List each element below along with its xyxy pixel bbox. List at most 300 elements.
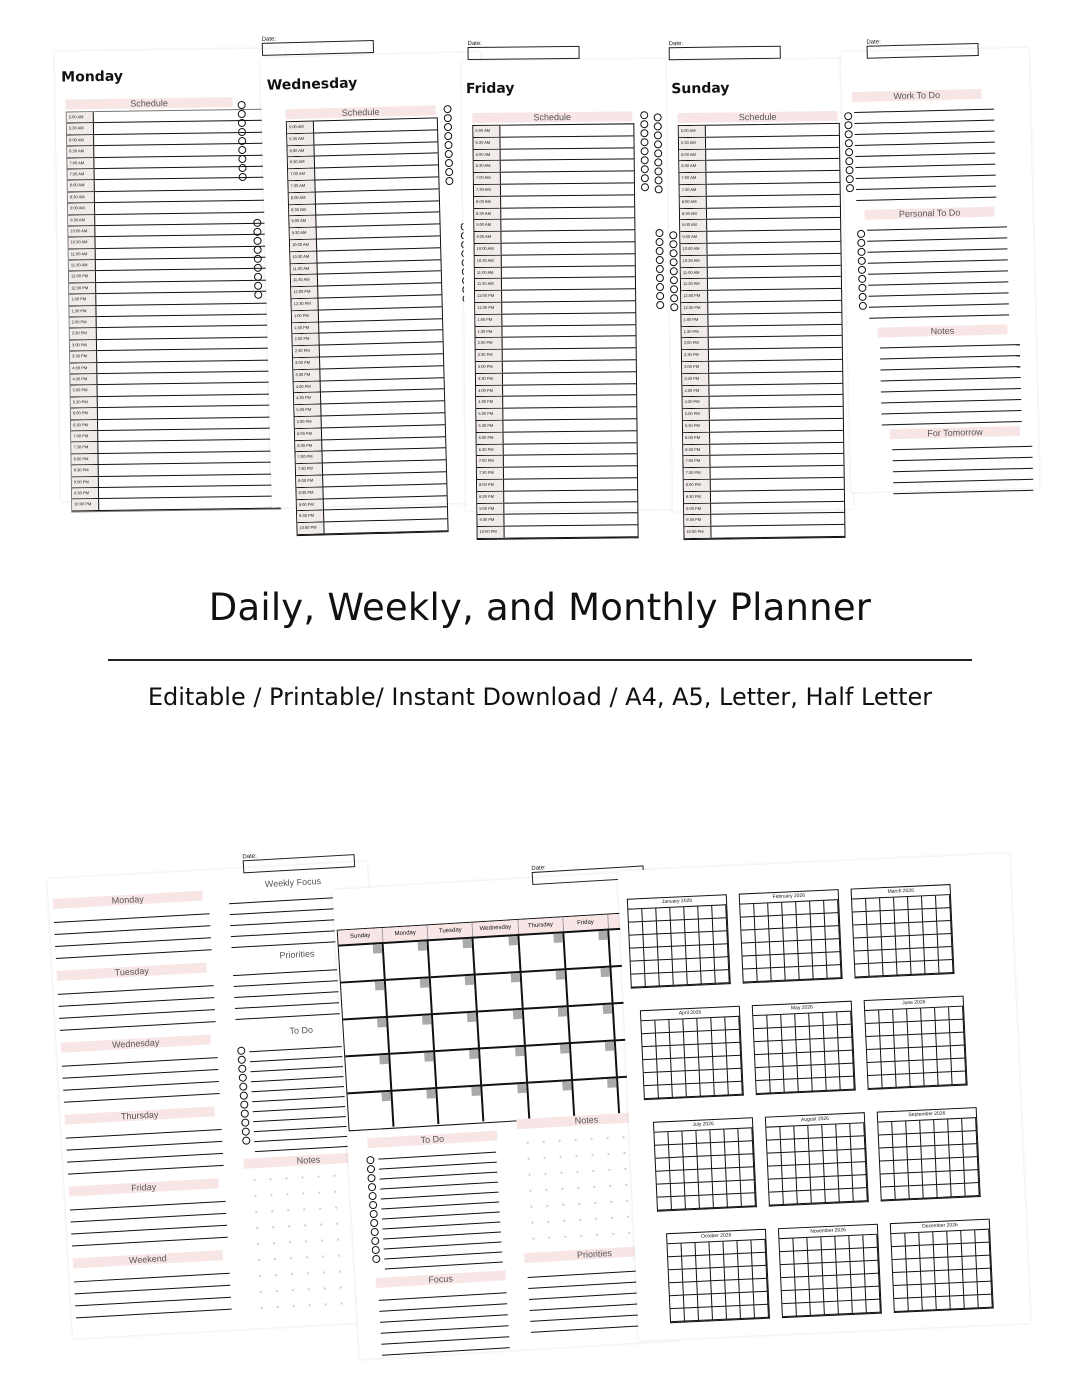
mini-day-cell[interactable] xyxy=(709,1242,724,1256)
mini-day-cell[interactable] xyxy=(894,1022,909,1036)
mini-day-cell[interactable] xyxy=(881,1187,896,1201)
mini-day-cell[interactable] xyxy=(809,1138,824,1152)
mini-day-cell[interactable] xyxy=(671,1058,686,1072)
mini-day-cell[interactable] xyxy=(867,1049,882,1063)
mini-day-cell[interactable] xyxy=(809,1276,824,1290)
mini-day-cell[interactable] xyxy=(669,1144,684,1158)
mini-day-cell[interactable] xyxy=(935,1132,950,1146)
mini-day-cell[interactable] xyxy=(686,1071,701,1085)
mini-day-cell[interactable] xyxy=(684,1295,699,1309)
mini-day-cell[interactable] xyxy=(868,937,883,951)
mini-day-cell[interactable] xyxy=(976,1243,991,1257)
mini-day-cell[interactable] xyxy=(934,1119,949,1133)
mini-day-cell[interactable] xyxy=(975,1230,990,1244)
mini-day-cell[interactable] xyxy=(907,1009,922,1023)
mini-day-cell[interactable] xyxy=(782,1027,797,1041)
mini-day-cell[interactable] xyxy=(978,1282,993,1296)
mini-day-cell[interactable] xyxy=(909,922,924,936)
mini-day-cell[interactable] xyxy=(809,1263,824,1277)
mini-day-cell[interactable] xyxy=(767,1015,782,1029)
mini-day-cell[interactable] xyxy=(924,935,939,949)
checkbox-circle[interactable] xyxy=(444,123,452,131)
mini-day-cell[interactable] xyxy=(670,1157,685,1171)
checkbox-circle[interactable] xyxy=(242,1136,250,1144)
mini-day-cell[interactable] xyxy=(656,908,671,922)
mini-day-cell[interactable] xyxy=(713,1181,728,1195)
mini-day-cell[interactable] xyxy=(697,1281,712,1295)
mini-day-cell[interactable] xyxy=(851,1274,866,1288)
checkbox-circle[interactable] xyxy=(241,1109,249,1117)
mini-day-cell[interactable] xyxy=(809,1151,824,1165)
mini-day-cell[interactable] xyxy=(657,921,672,935)
mini-day-cell[interactable] xyxy=(893,1272,908,1286)
mini-day-cell[interactable] xyxy=(628,909,643,923)
mini-day-cell[interactable] xyxy=(756,942,771,956)
mini-day-cell[interactable] xyxy=(712,1307,727,1321)
checkbox-circle[interactable] xyxy=(238,101,246,109)
mini-day-cell[interactable] xyxy=(827,965,842,979)
mini-day-cell[interactable] xyxy=(836,1249,851,1263)
mini-day-cell[interactable] xyxy=(696,1130,711,1144)
mini-day-cell[interactable] xyxy=(822,1250,837,1264)
mini-day-cell[interactable] xyxy=(909,1186,924,1200)
checkbox-circle[interactable] xyxy=(369,1210,377,1218)
mini-day-cell[interactable] xyxy=(699,1195,714,1209)
mini-day-cell[interactable] xyxy=(755,916,770,930)
mini-day-cell[interactable] xyxy=(726,1155,741,1169)
mini-day-cell[interactable] xyxy=(697,1143,712,1157)
mini-day-cell[interactable] xyxy=(923,1172,938,1186)
calendar-day-cell[interactable] xyxy=(429,937,476,977)
checkbox-circle[interactable] xyxy=(445,150,453,158)
mini-day-cell[interactable] xyxy=(768,903,783,917)
mini-day-cell[interactable] xyxy=(838,1038,853,1052)
write-line[interactable] xyxy=(893,480,1033,494)
mini-day-cell[interactable] xyxy=(811,927,826,941)
calendar-day-cell[interactable] xyxy=(339,942,386,982)
checkbox-circle[interactable] xyxy=(670,303,678,311)
schedule-row[interactable] xyxy=(72,497,280,511)
mini-day-cell[interactable] xyxy=(813,966,828,980)
mini-day-cell[interactable] xyxy=(882,1075,897,1089)
mini-day-cell[interactable] xyxy=(851,1261,866,1275)
checkbox-circle[interactable] xyxy=(669,240,677,248)
mini-day-cell[interactable] xyxy=(795,1014,810,1028)
mini-day-cell[interactable] xyxy=(683,1144,698,1158)
mini-day-cell[interactable] xyxy=(824,900,839,914)
mini-day-cell[interactable] xyxy=(908,896,923,910)
mini-day-cell[interactable] xyxy=(838,1301,853,1315)
mini-day-cell[interactable] xyxy=(785,967,800,981)
checkbox-circle[interactable] xyxy=(656,283,664,291)
mini-day-cell[interactable] xyxy=(808,1250,823,1264)
checkbox-circle[interactable] xyxy=(858,275,866,283)
checkbox-circle[interactable] xyxy=(845,139,853,147)
mini-day-cell[interactable] xyxy=(905,1233,920,1247)
mini-day-cell[interactable] xyxy=(740,1154,755,1168)
mini-day-cell[interactable] xyxy=(780,1126,795,1140)
mini-day-cell[interactable] xyxy=(923,1060,938,1074)
mini-day-cell[interactable] xyxy=(936,895,951,909)
mini-day-cell[interactable] xyxy=(670,1170,685,1184)
mini-day-cell[interactable] xyxy=(668,1257,683,1271)
mini-day-cell[interactable] xyxy=(937,921,952,935)
mini-day-cell[interactable] xyxy=(807,1237,822,1251)
mini-day-cell[interactable] xyxy=(781,1014,796,1028)
mini-day-cell[interactable] xyxy=(698,1169,713,1183)
mini-day-cell[interactable] xyxy=(741,930,756,944)
date-field[interactable] xyxy=(467,40,580,60)
mini-day-cell[interactable] xyxy=(824,1163,839,1177)
mini-day-cell[interactable] xyxy=(795,1264,810,1278)
mini-day-cell[interactable] xyxy=(810,1164,825,1178)
checkbox-circle[interactable] xyxy=(238,1064,246,1072)
mini-day-cell[interactable] xyxy=(714,1069,729,1083)
checkbox-circle[interactable] xyxy=(254,282,262,290)
checkbox-circle[interactable] xyxy=(669,231,677,239)
mini-day-cell[interactable] xyxy=(782,1165,797,1179)
mini-day-cell[interactable] xyxy=(938,947,953,961)
mini-day-cell[interactable] xyxy=(866,1036,881,1050)
checkbox-circle[interactable] xyxy=(367,1174,375,1182)
calendar-day-cell[interactable] xyxy=(343,1016,390,1056)
mini-day-cell[interactable] xyxy=(950,1283,965,1297)
mini-day-cell[interactable] xyxy=(893,1134,908,1148)
mini-day-cell[interactable] xyxy=(891,1233,906,1247)
mini-day-cell[interactable] xyxy=(655,1020,670,1034)
mini-day-cell[interactable] xyxy=(849,1235,864,1249)
checkbox-circle[interactable] xyxy=(370,1219,378,1227)
checkbox-circle[interactable] xyxy=(241,1118,249,1126)
checkbox-circle[interactable] xyxy=(641,165,649,173)
mini-day-cell[interactable] xyxy=(880,898,895,912)
mini-day-cell[interactable] xyxy=(724,1129,739,1143)
mini-day-cell[interactable] xyxy=(711,1281,726,1295)
mini-day-cell[interactable] xyxy=(798,1079,813,1093)
mini-day-cell[interactable] xyxy=(920,1245,935,1259)
mini-day-cell[interactable] xyxy=(700,1083,715,1097)
mini-day-cell[interactable] xyxy=(922,1297,937,1311)
mini-day-cell[interactable] xyxy=(668,1131,683,1145)
mini-day-cell[interactable] xyxy=(683,1282,698,1296)
mini-day-cell[interactable] xyxy=(669,1283,684,1297)
mini-day-cell[interactable] xyxy=(797,1191,812,1205)
mini-day-cell[interactable] xyxy=(756,1080,771,1094)
mini-day-cell[interactable] xyxy=(669,1270,684,1284)
mini-day-cell[interactable] xyxy=(895,1048,910,1062)
mini-day-cell[interactable] xyxy=(782,1303,797,1317)
calendar-day-cell[interactable] xyxy=(478,1008,525,1048)
calendar-day-cell[interactable] xyxy=(347,1090,394,1130)
mini-day-cell[interactable] xyxy=(644,1073,659,1087)
mini-day-cell[interactable] xyxy=(643,921,658,935)
checkbox-circle[interactable] xyxy=(654,122,662,130)
mini-day-cell[interactable] xyxy=(866,1023,881,1037)
calendar-day-cell[interactable] xyxy=(528,1079,575,1119)
mini-day-cell[interactable] xyxy=(868,950,883,964)
mini-day-cell[interactable] xyxy=(937,1059,952,1073)
mini-day-cell[interactable] xyxy=(811,1177,826,1191)
mini-day-cell[interactable] xyxy=(852,899,867,913)
checkbox-circle[interactable] xyxy=(239,173,247,181)
mini-day-cell[interactable] xyxy=(713,931,728,945)
mini-day-cell[interactable] xyxy=(863,1235,878,1249)
mini-day-cell[interactable] xyxy=(642,1034,657,1048)
mini-day-cell[interactable] xyxy=(950,1020,965,1034)
mini-day-cell[interactable] xyxy=(657,1197,672,1211)
mini-day-cell[interactable] xyxy=(740,904,755,918)
mini-day-cell[interactable] xyxy=(783,1053,798,1067)
checkbox-circle[interactable] xyxy=(846,175,854,183)
mini-day-cell[interactable] xyxy=(933,1232,948,1246)
mini-day-cell[interactable] xyxy=(864,1261,879,1275)
mini-day-cell[interactable] xyxy=(837,1150,852,1164)
mini-day-cell[interactable] xyxy=(896,1074,911,1088)
mini-day-cell[interactable] xyxy=(881,924,896,938)
mini-day-cell[interactable] xyxy=(738,1128,753,1142)
mini-day-cell[interactable] xyxy=(642,908,657,922)
mini-day-cell[interactable] xyxy=(823,1012,838,1026)
calendar-day-cell[interactable] xyxy=(474,934,521,974)
mini-day-cell[interactable] xyxy=(766,1127,781,1141)
checkbox-circle[interactable] xyxy=(242,1127,250,1135)
mini-day-cell[interactable] xyxy=(671,1045,686,1059)
checkbox-circle[interactable] xyxy=(254,264,262,272)
mini-day-cell[interactable] xyxy=(687,971,702,985)
checkbox-circle[interactable] xyxy=(254,255,262,263)
mini-day-cell[interactable] xyxy=(839,1051,854,1065)
mini-day-cell[interactable] xyxy=(794,1126,809,1140)
checkbox-circle[interactable] xyxy=(845,157,853,165)
mini-day-cell[interactable] xyxy=(894,1160,909,1174)
mini-day-cell[interactable] xyxy=(770,1067,785,1081)
calendar-day-cell[interactable] xyxy=(570,1039,617,1079)
checkbox-circle[interactable] xyxy=(641,174,649,182)
mini-day-cell[interactable] xyxy=(922,1034,937,1048)
mini-day-cell[interactable] xyxy=(683,1269,698,1283)
mini-day-cell[interactable] xyxy=(710,1130,725,1144)
mini-day-cell[interactable] xyxy=(672,946,687,960)
mini-day-cell[interactable] xyxy=(726,1168,741,1182)
mini-day-cell[interactable] xyxy=(795,1277,810,1291)
mini-day-cell[interactable] xyxy=(909,1047,924,1061)
mini-day-cell[interactable] xyxy=(952,1072,967,1086)
write-line[interactable] xyxy=(856,187,996,201)
mini-day-cell[interactable] xyxy=(948,1257,963,1271)
mini-day-cell[interactable] xyxy=(768,1041,783,1055)
mini-day-cell[interactable] xyxy=(920,1258,935,1272)
mini-day-cell[interactable] xyxy=(698,1031,713,1045)
mini-day-cell[interactable] xyxy=(851,1136,866,1150)
checkbox-circle[interactable] xyxy=(369,1201,377,1209)
mini-day-cell[interactable] xyxy=(753,1266,768,1280)
checkbox-circle[interactable] xyxy=(655,229,663,237)
mini-day-cell[interactable] xyxy=(684,1170,699,1184)
mini-day-cell[interactable] xyxy=(631,961,646,975)
checkbox-circle[interactable] xyxy=(655,185,663,193)
mini-day-cell[interactable] xyxy=(711,1268,726,1282)
mini-day-cell[interactable] xyxy=(881,1049,896,1063)
mini-day-cell[interactable] xyxy=(895,923,910,937)
mini-day-cell[interactable] xyxy=(643,1060,658,1074)
mini-day-cell[interactable] xyxy=(866,898,881,912)
mini-day-cell[interactable] xyxy=(743,969,758,983)
checkbox-circle[interactable] xyxy=(857,248,865,256)
mini-day-cell[interactable] xyxy=(947,1231,962,1245)
mini-day-cell[interactable] xyxy=(937,1184,952,1198)
mini-day-cell[interactable] xyxy=(836,1124,851,1138)
mini-day-cell[interactable] xyxy=(854,951,869,965)
checkbox-circle[interactable] xyxy=(371,1237,379,1245)
mini-day-cell[interactable] xyxy=(866,1287,881,1301)
mini-day-cell[interactable] xyxy=(951,1059,966,1073)
mini-day-cell[interactable] xyxy=(949,1132,964,1146)
mini-day-cell[interactable] xyxy=(769,1192,784,1206)
checkbox-circle[interactable] xyxy=(656,274,664,282)
checkbox-circle[interactable] xyxy=(254,273,262,281)
mini-day-cell[interactable] xyxy=(881,911,896,925)
mini-day-cell[interactable] xyxy=(796,1040,811,1054)
mini-day-cell[interactable] xyxy=(697,1018,712,1032)
mini-day-cell[interactable] xyxy=(924,1073,939,1087)
checkbox-circle[interactable] xyxy=(368,1192,376,1200)
mini-day-cell[interactable] xyxy=(937,1046,952,1060)
mini-day-cell[interactable] xyxy=(793,1238,808,1252)
mini-day-cell[interactable] xyxy=(839,1189,854,1203)
mini-day-cell[interactable] xyxy=(853,912,868,926)
mini-day-cell[interactable] xyxy=(824,1038,839,1052)
checkbox-circle[interactable] xyxy=(654,167,662,175)
mini-day-cell[interactable] xyxy=(643,1047,658,1061)
mini-day-cell[interactable] xyxy=(880,1161,895,1175)
mini-day-cell[interactable] xyxy=(657,934,672,948)
checkbox-circle[interactable] xyxy=(237,1047,245,1055)
mini-day-cell[interactable] xyxy=(739,1141,754,1155)
mini-day-cell[interactable] xyxy=(978,1295,993,1309)
mini-day-cell[interactable] xyxy=(864,1248,879,1262)
mini-day-cell[interactable] xyxy=(783,928,798,942)
mini-day-cell[interactable] xyxy=(964,1282,979,1296)
mini-day-cell[interactable] xyxy=(809,1013,824,1027)
checkbox-circle[interactable] xyxy=(845,148,853,156)
calendar-day-cell[interactable] xyxy=(523,1005,570,1045)
mini-day-cell[interactable] xyxy=(771,968,786,982)
mini-day-cell[interactable] xyxy=(672,1071,687,1085)
mini-day-cell[interactable] xyxy=(740,1292,755,1306)
mini-day-cell[interactable] xyxy=(936,1033,951,1047)
mini-day-cell[interactable] xyxy=(727,1181,742,1195)
mini-day-cell[interactable] xyxy=(767,1140,782,1154)
mini-day-cell[interactable] xyxy=(810,1026,825,1040)
checkbox-circle[interactable] xyxy=(444,114,452,122)
mini-day-cell[interactable] xyxy=(826,939,841,953)
checkbox-circle[interactable] xyxy=(238,164,246,172)
mini-day-cell[interactable] xyxy=(838,1163,853,1177)
mini-day-cell[interactable] xyxy=(869,963,884,977)
mini-day-cell[interactable] xyxy=(811,914,826,928)
mini-day-cell[interactable] xyxy=(686,1084,701,1098)
checkbox-circle[interactable] xyxy=(670,276,678,284)
mini-day-cell[interactable] xyxy=(769,1179,784,1193)
schedule-row[interactable] xyxy=(297,519,447,535)
mini-day-cell[interactable] xyxy=(726,1293,741,1307)
mini-day-cell[interactable] xyxy=(951,1184,966,1198)
mini-day-cell[interactable] xyxy=(657,1046,672,1060)
mini-day-cell[interactable] xyxy=(977,1269,992,1283)
mini-day-cell[interactable] xyxy=(686,945,701,959)
checkbox-circle[interactable] xyxy=(640,111,648,119)
mini-day-cell[interactable] xyxy=(922,1284,937,1298)
mini-day-cell[interactable] xyxy=(726,1043,741,1057)
mini-day-cell[interactable] xyxy=(867,924,882,938)
mini-day-cell[interactable] xyxy=(670,1032,685,1046)
mini-day-cell[interactable] xyxy=(825,926,840,940)
mini-day-cell[interactable] xyxy=(911,961,926,975)
mini-day-cell[interactable] xyxy=(853,925,868,939)
mini-day-cell[interactable] xyxy=(907,1134,922,1148)
mini-day-cell[interactable] xyxy=(908,1285,923,1299)
checkbox-circle[interactable] xyxy=(656,301,664,309)
mini-day-cell[interactable] xyxy=(866,1300,881,1314)
checkbox-circle[interactable] xyxy=(670,285,678,293)
mini-day-cell[interactable] xyxy=(826,1064,841,1078)
checkbox-circle[interactable] xyxy=(656,265,664,273)
mini-day-cell[interactable] xyxy=(935,1007,950,1021)
mini-day-cell[interactable] xyxy=(921,1271,936,1285)
mini-day-cell[interactable] xyxy=(794,1251,809,1265)
mini-day-cell[interactable] xyxy=(948,1119,963,1133)
mini-day-cell[interactable] xyxy=(812,953,827,967)
mini-day-cell[interactable] xyxy=(907,1272,922,1286)
mini-day-cell[interactable] xyxy=(908,1034,923,1048)
checkbox-circle[interactable] xyxy=(368,1183,376,1191)
mini-day-cell[interactable] xyxy=(895,910,910,924)
mini-day-cell[interactable] xyxy=(878,1122,893,1136)
checkbox-circle[interactable] xyxy=(857,239,865,247)
calendar-day-cell[interactable] xyxy=(435,1047,482,1087)
mini-day-cell[interactable] xyxy=(783,1191,798,1205)
mini-day-cell[interactable] xyxy=(783,915,798,929)
mini-day-cell[interactable] xyxy=(921,1008,936,1022)
mini-day-cell[interactable] xyxy=(883,963,898,977)
mini-day-cell[interactable] xyxy=(670,1296,685,1310)
checkbox-circle[interactable] xyxy=(656,292,664,300)
mini-day-cell[interactable] xyxy=(712,1156,727,1170)
mini-day-cell[interactable] xyxy=(950,1296,965,1310)
mini-day-cell[interactable] xyxy=(781,1152,796,1166)
mini-day-cell[interactable] xyxy=(757,968,772,982)
mini-day-cell[interactable] xyxy=(698,906,713,920)
mini-day-cell[interactable] xyxy=(826,1077,841,1091)
mini-day-cell[interactable] xyxy=(658,1085,673,1099)
mini-day-cell[interactable] xyxy=(852,1300,867,1314)
mini-day-cell[interactable] xyxy=(881,1062,896,1076)
mini-day-cell[interactable] xyxy=(795,1152,810,1166)
mini-day-cell[interactable] xyxy=(880,1036,895,1050)
schedule-row[interactable] xyxy=(478,525,638,538)
mini-day-cell[interactable] xyxy=(645,960,660,974)
mini-day-cell[interactable] xyxy=(701,958,716,972)
mini-day-cell[interactable] xyxy=(782,902,797,916)
mini-day-cell[interactable] xyxy=(881,1174,896,1188)
mini-day-cell[interactable] xyxy=(754,1041,769,1055)
mini-day-cell[interactable] xyxy=(964,1295,979,1309)
mini-day-cell[interactable] xyxy=(725,1267,740,1281)
mini-day-cell[interactable] xyxy=(784,941,799,955)
mini-day-cell[interactable] xyxy=(963,1144,978,1158)
mini-day-cell[interactable] xyxy=(879,1148,894,1162)
calendar-day-cell[interactable] xyxy=(384,939,431,979)
